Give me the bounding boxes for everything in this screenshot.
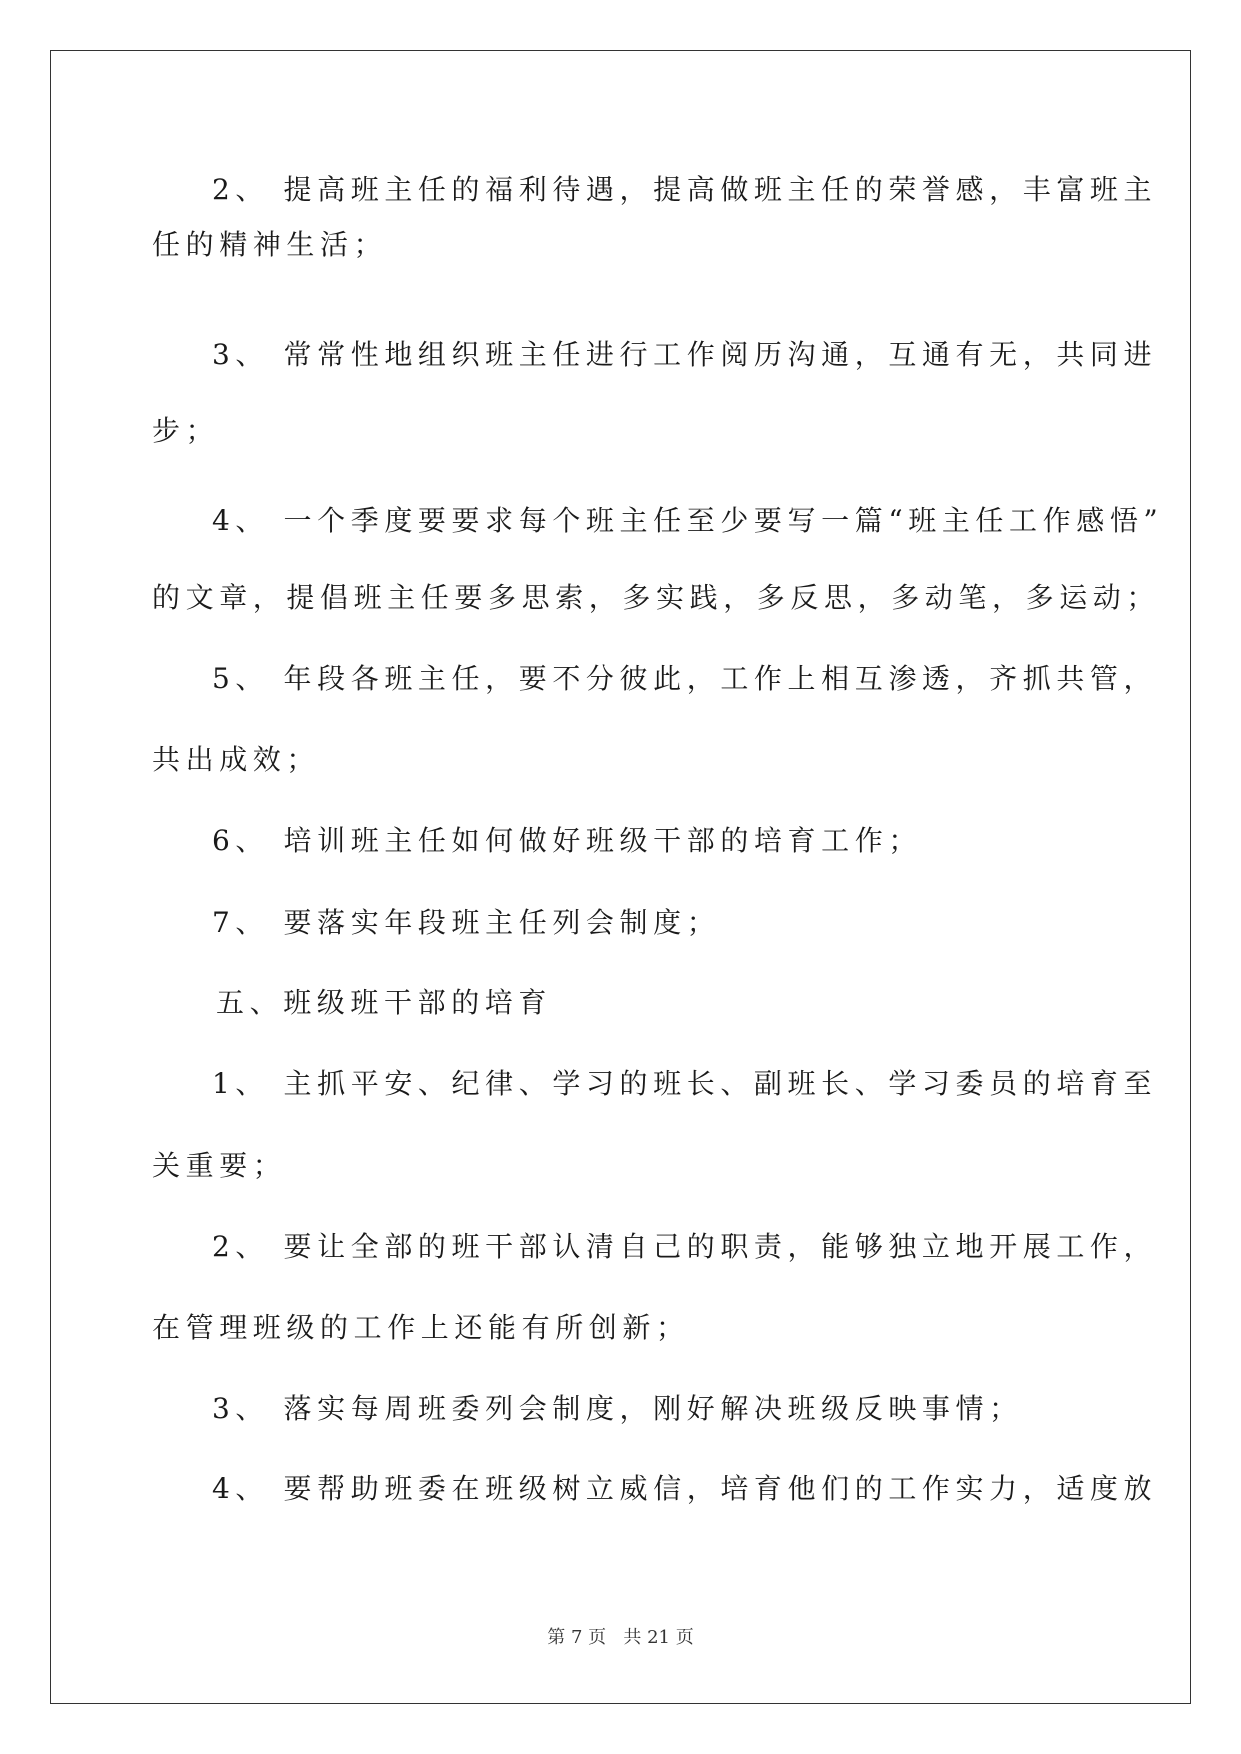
text-line: 2、 提高班主任的福利待遇，提高做班主任的荣誉感，丰富班主 (212, 173, 1158, 206)
text-line: 的文章，提倡班主任要多思索，多实践，多反思，多动笔，多运动； (152, 581, 1161, 614)
text-line: 1、 主抓平安、纪律、学习的班长、副班长、学习委员的培育至 (212, 1067, 1158, 1100)
section-heading: 五、班级班干部的培育 (216, 986, 553, 1019)
text-line: 4、 一个季度要要求每个班主任至少要写一篇“班主任工作感悟” (212, 504, 1164, 537)
page-number: 第 7 页 (547, 1627, 607, 1648)
page-border (50, 50, 1191, 1704)
page-total: 共 21 页 (623, 1627, 694, 1648)
text-line: 2、 要让全部的班干部认清自己的职责，能够独立地开展工作， (212, 1230, 1158, 1263)
text-line: 关重要； (152, 1149, 287, 1182)
text-line: 在管理班级的工作上还能有所创新； (152, 1311, 690, 1344)
page-footer (0, 1626, 1241, 1650)
text-line: 步； (152, 414, 220, 447)
text-line: 任的精神生活； (152, 228, 388, 261)
text-line: 共出成效； (152, 743, 321, 776)
text-line: 5、 年段各班主任，要不分彼此，工作上相互渗透，齐抓共管， (212, 662, 1158, 695)
text-line: 4、 要帮助班委在班级树立威信，培育他们的工作实力，适度放 (212, 1472, 1158, 1505)
text-line: 6、 培训班主任如何做好班级干部的培育工作； (212, 824, 922, 857)
text-line: 7、 要落实年段班主任列会制度； (212, 906, 721, 939)
text-line: 3、 常常性地组织班主任进行工作阅历沟通，互通有无，共同进 (212, 338, 1158, 371)
text-line: 3、 落实每周班委列会制度，刚好解决班级反映事情； (212, 1392, 1023, 1425)
